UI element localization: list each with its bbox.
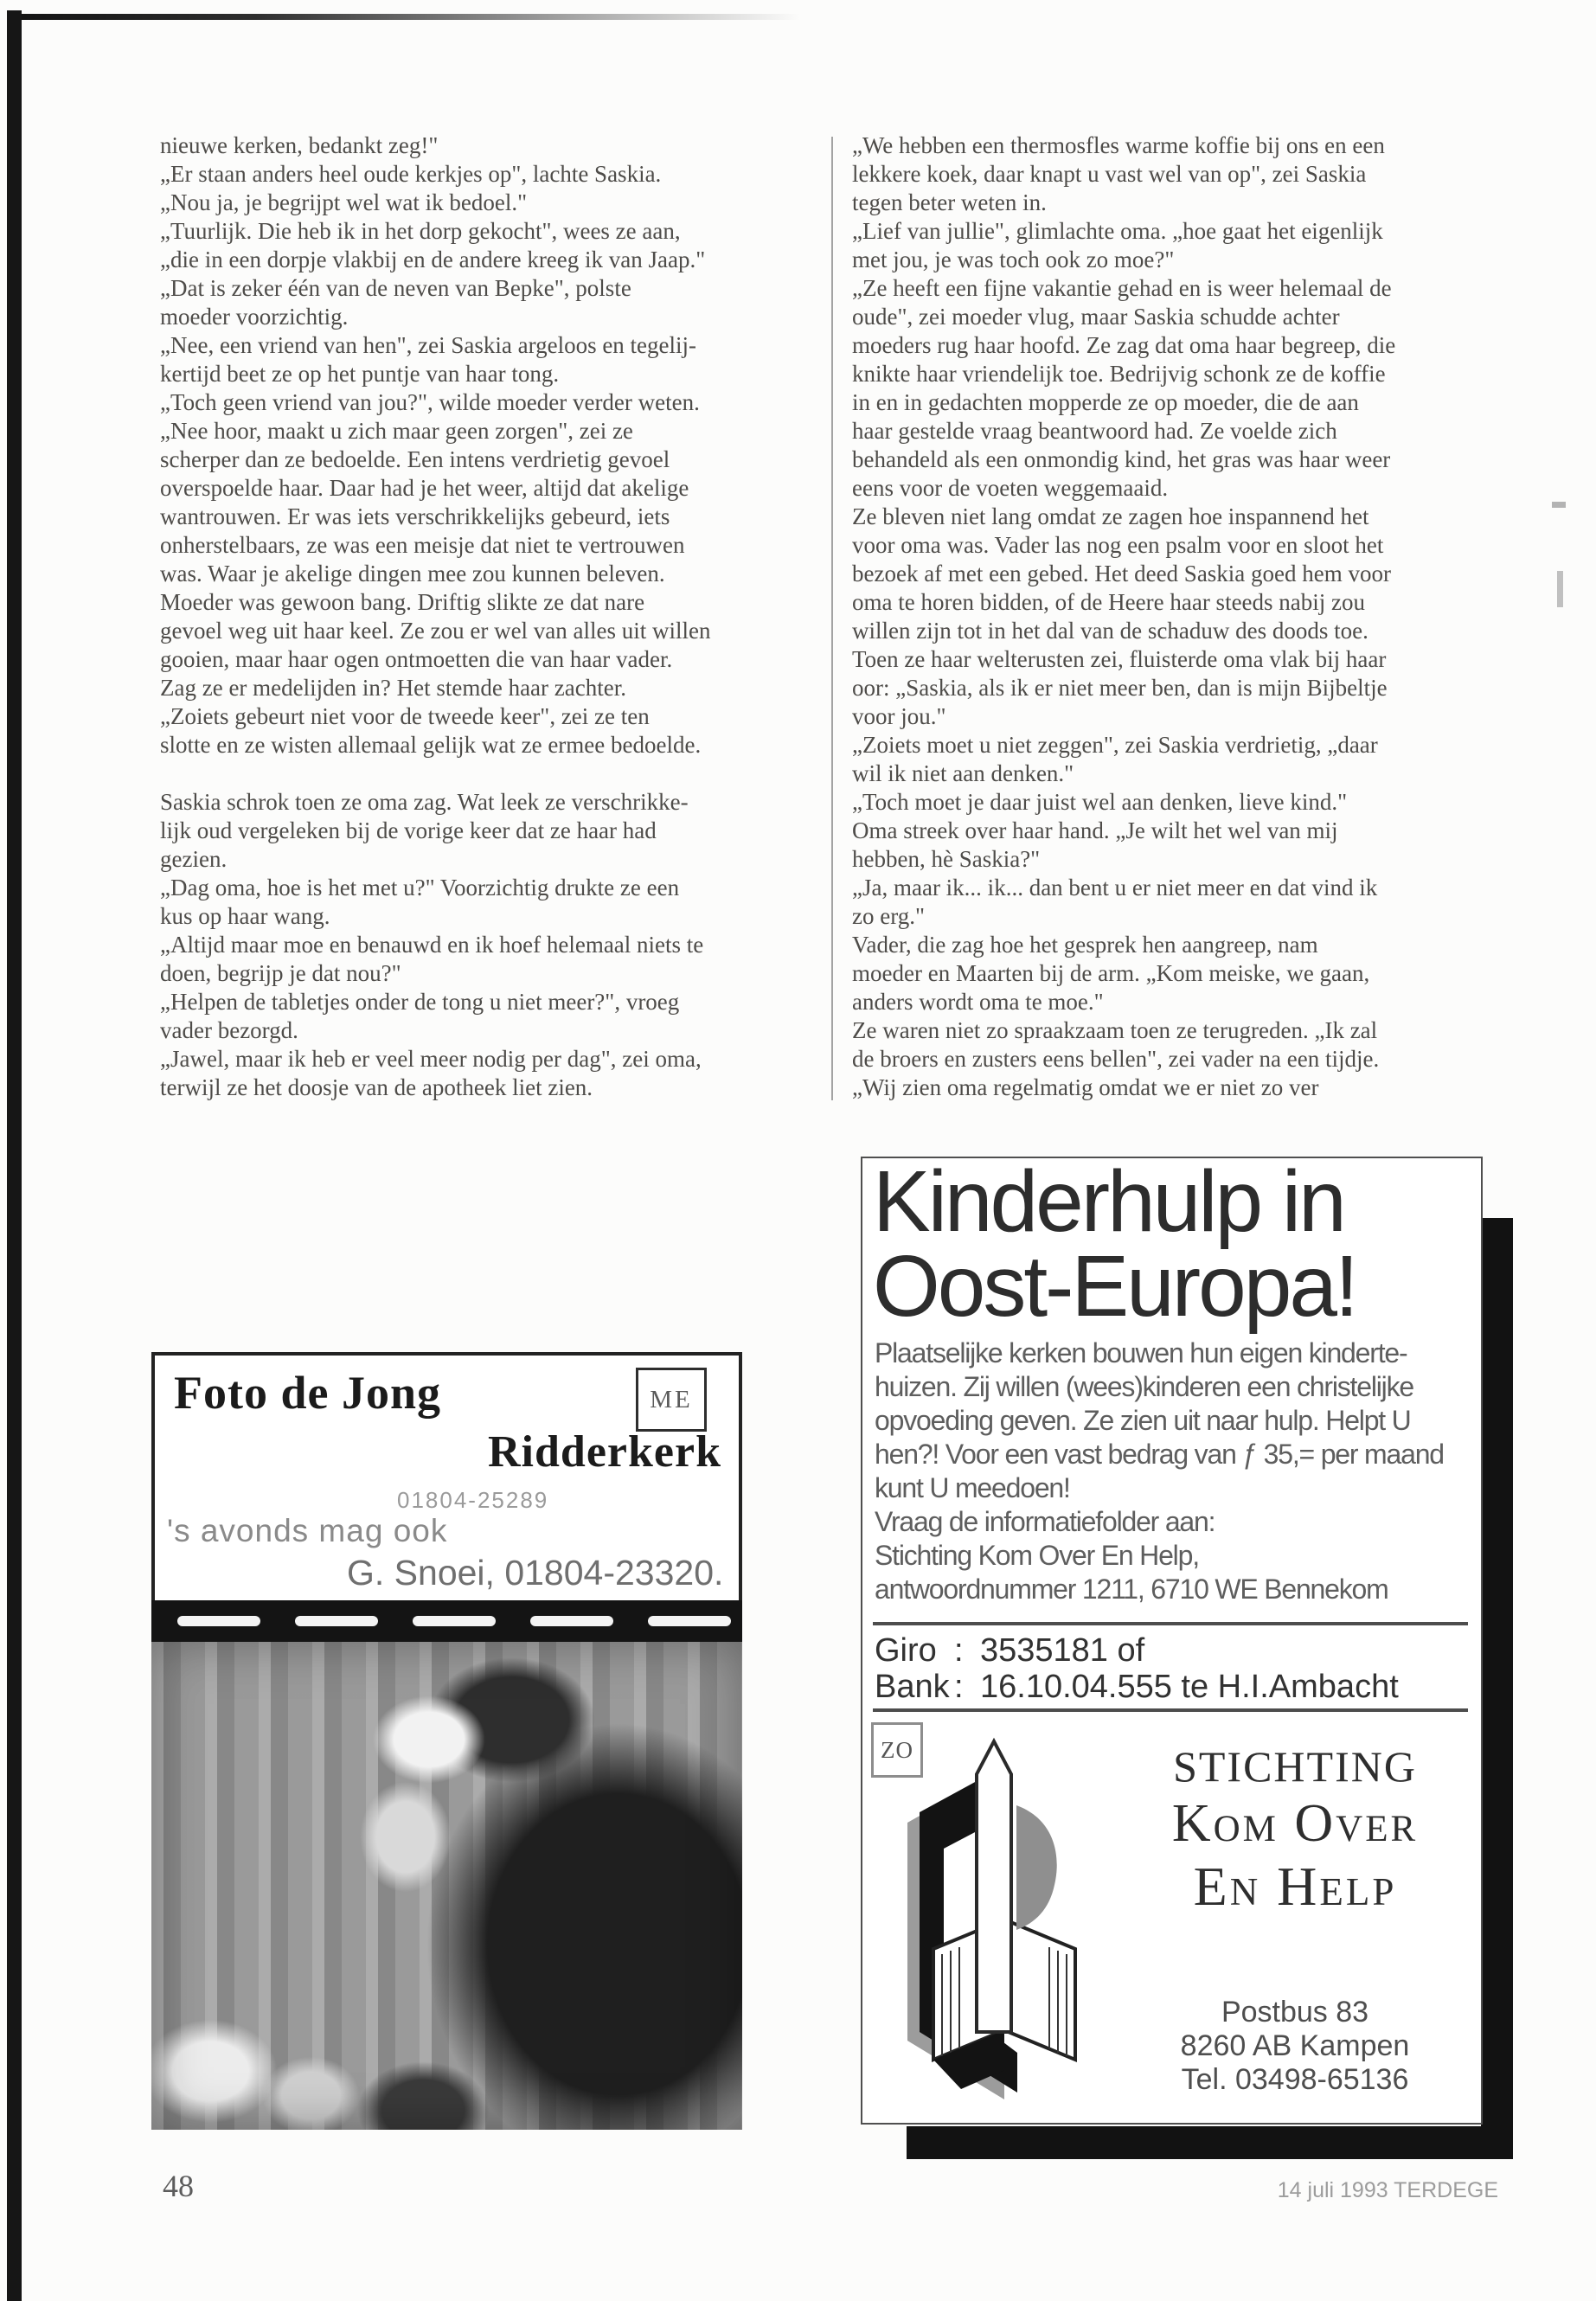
foto-ad-contact: G. Snoei, 01804-23320. [347,1553,724,1593]
giro-label: Giro [875,1632,937,1669]
story-line: „Zoiets gebeurt niet voor de tweede keer", zei ze ten [160,703,650,729]
story-line: Toen ze haar welterusten zei, fluisterde oma vlak bij haar [852,646,1387,672]
story-line: voor jou." [852,703,946,729]
story-line: scherper dan ze bedoelde. Een intens verdrietig gevoel [160,446,670,472]
story-line: lekkere koek, daar knapt u vast wel van op", zei Saskia [852,161,1367,187]
story-line: de broers en zusters eens bellen", zei vader na een tijdje. [852,1046,1380,1072]
story-line: kus op haar wang. [160,903,330,929]
story-line [160,760,822,788]
me-badge [636,1368,707,1432]
story-column-left [160,131,822,1102]
story-line: „Wij zien oma regelmatig omdat we er niet zo ver [852,1074,1319,1100]
story-line: „We hebben een thermosfles warme koffie bij ons en een [852,132,1385,158]
story-line: „Dag oma, hoe is het met u?" Voorzichtig drukte ze een [160,875,680,901]
story-line: gevoel weg uit haar keel. Ze zou er wel van alles uit willen [160,618,711,644]
kom-over-en-help-logo-icon [875,1719,1125,2108]
kinderhulp-body-line: hen?! Voor een vast bedrag van ƒ 35,= per maand [875,1439,1444,1470]
foto-de-jong-ad [151,1352,742,2130]
story-line: nieuwe kerken, bedankt zeg!" [160,132,439,158]
story-line: voor oma was. Vader las nog een psalm voor en sloot het [852,532,1384,558]
kinderhulp-body-line: Vraag de informatiefolder aan: [875,1506,1215,1537]
story-line: oor: „Saskia, als ik er niet meer ben, dan is mijn Bijbeltje [852,675,1388,701]
story-line: kertijd beet ze op het puntje van haar tong. [160,361,560,387]
story-line: Zag ze er medelijden in? Het stemde haar zachter. [160,675,626,701]
scan-artifact-tick [1552,502,1566,508]
foto-ad-title: Foto de Jong [174,1367,441,1419]
story-line: oude", zei moeder vlug, maar Saskia schudde achter [852,304,1340,330]
story-line: lijk oud vergeleken bij de vorige keer dat ze haar had [160,817,657,843]
kinderhulp-title-line2: Oost-Europa! [873,1238,1356,1335]
story-line: behandeld als een onmondig kind, het gras was haar weer [852,446,1391,472]
story-line: willen zijn tot in het dal van de schaduw des doods toe. [852,618,1368,644]
bank-number: 16.10.04.555 te H.I.Ambacht [980,1669,1399,1705]
film-strip-hole [530,1616,613,1626]
story-line: „Nou ja, je begrijpt wel wat ik bedoel." [160,189,528,215]
kinderhulp-body-line: opvoeding geven. Ze zien uit naar hulp. Helpt U [875,1405,1411,1436]
story-line: moeder en Maarten bij de arm. „Kom meiske, we gaan, [852,960,1370,986]
bank-separator: : [954,1669,964,1705]
story-line: was. Waar je akelige dingen mee zou kunnen beleven. [160,561,665,586]
story-line: Ze waren niet zo spraakzaam toen ze terugreden. „Ik zal [852,1017,1378,1043]
story-line: onherstelbaars, ze was een meisje dat niet te vertrouwen [160,532,685,558]
story-line: „Zoiets moet u niet zeggen", zei Saskia verdrietig, „daar [852,732,1378,758]
story-line: doen, begrijp je dat nou?" [160,960,401,986]
org-name-line1: STICHTING [1173,1742,1417,1791]
foto-ad-tagline: 's avonds mag ook [167,1513,448,1548]
story-line: „Tuurlijk. Die heb ik in het dorp gekocht", wees ze aan, [160,218,681,244]
story-line: moeders rug haar hoofd. Ze zag dat oma haar begreep, die [852,332,1396,358]
story-line: Vader, die zag hoe het gesprek hen aangreep, nam [852,932,1318,958]
wedding-couple-photo [151,1642,742,2130]
page-number: 48 [163,2169,194,2203]
story-line: slotte en ze wisten allemaal gelijk wat ze ermee bedoelde. [160,732,702,758]
story-line: tegen beter weten in. [852,189,1047,215]
story-line: „Helpen de tabletjes onder de tong u niet meer?", vroeg [160,989,680,1015]
story-line: bezoek af met een gebed. Het deed Saskia goed hem voor [852,561,1392,586]
giro-row [875,1632,1144,1670]
foto-ad-city: Ridderkerk [488,1427,721,1477]
foto-ad-text-box [151,1352,742,1605]
address-line: Tel. 03498-65136 [1181,2063,1409,2096]
address-line: 8260 AB Kampen [1180,2029,1410,2062]
film-strip-hole [295,1616,378,1626]
story-line: knikte haar vriendelijk toe. Bedrijvig schonk ze de koffie [852,361,1386,387]
story-line: „die in een dorpje vlakbij en de andere kreeg ik van Jaap." [160,247,706,272]
ad-drop-shadow [1481,1218,1513,2159]
issue-date-and-magazine: 14 juli 1993 TERDEGE [1277,2178,1498,2202]
story-line: in en in gedachten mopperde ze op moeder, die de aan [852,389,1359,415]
story-line: „Toch moet je daar juist wel aan denken, lieve kind." [852,789,1348,815]
story-line: overspoelde haar. Daar had je het weer, altijd dat akelige [160,475,689,501]
story-line: anders wordt oma te moe." [852,989,1104,1015]
story-line: Ze bleven niet lang omdat ze zagen hoe inspannend het [852,503,1369,529]
kinderhulp-body-line: Plaatselijke kerken bouwen hun eigen kinderte- [875,1337,1407,1368]
film-strip-hole [413,1616,496,1626]
story-line: „Ze heeft een fijne vakantie gehad en is weer helemaal de [852,275,1392,301]
story-line: eens voor de voeten weggemaaid. [852,475,1169,501]
story-line: „Nee, een vriend van hen", zei Saskia argeloos en tegelij- [160,332,697,358]
kinderhulp-title-line1: Kinderhulp in [873,1157,1344,1250]
story-line: oma te horen bidden, of de Heere haar steeds nabij zou [852,589,1366,615]
story-line: „Ja, maar ik... ik... dan bent u er niet meer en dat vind ik [852,875,1378,901]
ad-drop-shadow [907,2126,1513,2159]
top-margin-rule [22,14,800,20]
story-line: „Lief van jullie", glimlachte oma. „hoe gaat het eigenlijk [852,218,1383,244]
giro-number: 3535181 of [980,1632,1145,1669]
story-line: Saskia schrok toen ze oma zag. Wat leek ze verschrikke- [160,789,689,815]
story-line: terwijl ze het doosje van de apotheek liet zien. [160,1074,593,1100]
giro-separator: : [954,1632,964,1669]
film-strip [151,1600,742,1642]
address-line: Postbus 83 [1221,1996,1369,2029]
me-badge-label: ME [650,1385,693,1413]
column-divider-rule [831,137,833,1100]
story-line: wil ik niet aan denken." [852,760,1074,786]
story-line: hebben, hè Saskia?" [852,846,1041,872]
kinderhulp-body-line: kunt U meedoen! [875,1472,1070,1503]
divider-rule [873,1622,1468,1625]
kinderhulp-body-line: huizen. Zij willen (wees)kinderen een christelijke [875,1371,1413,1402]
kinderhulp-body-text [875,1336,1471,1606]
bank-label: Bank [875,1669,950,1705]
organisation-name-block [1122,1740,1468,1920]
zo-badge-label: ZO [881,1736,913,1763]
story-line: „Toch geen vriend van jou?", wilde moeder verder weten. [160,389,700,415]
kinderhulp-body-line: antwoordnummer 1211, 6710 WE Bennekom [875,1574,1388,1605]
org-name-line3: En Help [1193,1856,1397,1917]
divider-rule [873,1708,1468,1712]
kinderhulp-ad [861,1157,1483,2125]
story-line: „Dat is zeker één van de neven van Bepke", polste [160,275,631,301]
story-line: „Altijd maar moe en benauwd en ik hoef helemaal niets te [160,932,704,958]
story-line: met jou, je was toch ook zo moe?" [852,247,1175,272]
story-line: vader bezorgd. [160,1017,298,1043]
film-strip-hole [177,1616,260,1626]
film-strip-hole [648,1616,731,1626]
org-name-line2: Kom Over [1171,1794,1419,1853]
story-column-right [852,131,1514,1102]
story-line: gezien. [160,846,228,872]
story-line: gooien, maar haar ogen ontmoetten die van haar vader. [160,646,673,672]
story-line: wantrouwen. Er was iets verschrikkelijks gebeurd, iets [160,503,670,529]
story-line: „Er staan anders heel oude kerkjes op", lachte Saskia. [160,161,662,187]
story-line: Moeder was gewoon bang. Driftig slikte ze dat nare [160,589,645,615]
organisation-address [1122,1996,1468,2097]
story-line: moeder voorzichtig. [160,304,349,330]
story-line: „Jawel, maar ik heb er veel meer nodig per dag", zei oma, [160,1046,702,1072]
left-margin-bar [7,10,22,2301]
story-line: haar gestelde vraag beantwoord had. Ze voelde zich [852,418,1337,444]
kinderhulp-body-line: Stichting Kom Over En Help, [875,1540,1199,1571]
foto-ad-phone-small: 01804-25289 [397,1487,549,1513]
bank-row [875,1669,1399,1706]
scan-artifact-tick [1557,571,1563,607]
story-line: „Nee hoor, maakt u zich maar geen zorgen", zei ze [160,418,633,444]
story-line: Oma streek over haar hand. „Je wilt het wel van mij [852,817,1338,843]
story-line: zo erg." [852,903,925,929]
